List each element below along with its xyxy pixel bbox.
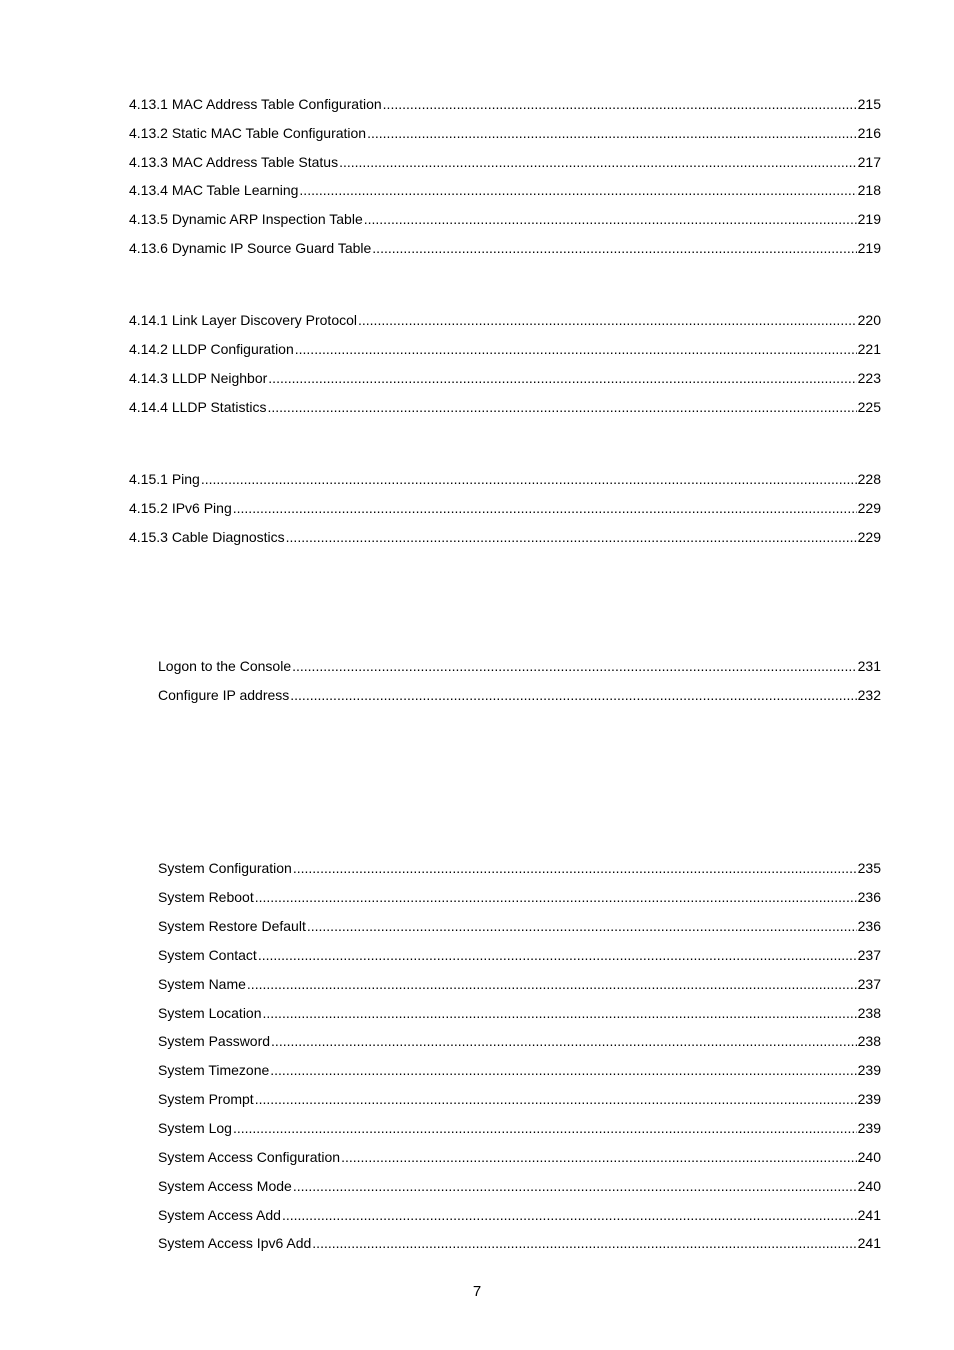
toc-entry-page: 241 [857, 1207, 881, 1223]
toc-leader [233, 1119, 857, 1137]
toc-entry[interactable] [158, 917, 881, 935]
toc-leader [247, 975, 857, 993]
toc-entry-title: 4.15.2 IPv6 Ping [129, 500, 232, 516]
toc-entry[interactable] [129, 470, 881, 488]
toc-leader [255, 888, 857, 906]
toc-leader [295, 340, 857, 358]
toc-entry-title: Configure IP address [158, 687, 290, 703]
toc-leader [339, 153, 857, 171]
toc-leader [270, 1061, 856, 1079]
toc-entry-page: 215 [857, 96, 881, 112]
toc-entry[interactable] [129, 340, 881, 358]
toc-entry[interactable] [129, 369, 881, 387]
toc-leader [268, 369, 856, 387]
toc-entry-title: System Reboot [158, 889, 254, 905]
toc-entry[interactable] [158, 1234, 881, 1252]
toc-entry-title: 4.13.4 MAC Table Learning [129, 182, 299, 198]
toc-entry-title: System Name [158, 976, 246, 992]
toc-entry-page: 231 [857, 658, 881, 674]
toc-leader [372, 239, 856, 257]
toc-entry-title: System Access Ipv6 Add [158, 1235, 312, 1251]
toc-entry-title: 4.13.3 MAC Address Table Status [129, 154, 339, 170]
toc-entry[interactable] [129, 528, 881, 546]
toc-leader [367, 124, 857, 142]
toc-leader [364, 210, 857, 228]
page-number: 7 [472, 1283, 482, 1300]
toc-entry-page: 221 [857, 341, 881, 357]
toc-entry-page: 236 [857, 889, 881, 905]
toc-entry-page: 220 [857, 312, 881, 328]
toc-leader [267, 398, 856, 416]
toc-entry[interactable] [129, 210, 881, 228]
toc-entry-title: System Password [158, 1033, 271, 1049]
toc-entry-title: 4.13.1 MAC Address Table Configuration [129, 96, 382, 112]
toc-entry-title: System Contact [158, 947, 257, 963]
toc-entry[interactable] [129, 181, 881, 199]
toc-entry-page: 239 [857, 1091, 881, 1107]
toc-entry-title: System Log [158, 1120, 232, 1136]
toc-entry[interactable] [158, 657, 881, 675]
toc-entry-page: 219 [857, 211, 881, 227]
toc-leader [271, 1032, 857, 1050]
toc-entry-title: System Prompt [158, 1091, 254, 1107]
toc-entry-title: 4.15.1 Ping [129, 471, 200, 487]
toc-entry-page: 216 [857, 125, 881, 141]
toc-entry-title: System Access Mode [158, 1178, 292, 1194]
toc-leader [299, 181, 856, 199]
toc-entry-page: 237 [857, 976, 881, 992]
toc-leader [286, 528, 857, 546]
toc-entry-title: 4.15.3 Cable Diagnostics [129, 529, 285, 545]
toc-entry-title: Logon to the Console [158, 658, 292, 674]
toc-leader [293, 859, 857, 877]
toc-leader [307, 917, 857, 935]
toc-entry[interactable] [158, 1032, 881, 1050]
toc-entry-title: 4.14.2 LLDP Configuration [129, 341, 294, 357]
toc-entry[interactable] [158, 946, 881, 964]
toc-entry-title: System Location [158, 1005, 262, 1021]
toc-leader [312, 1234, 856, 1252]
toc-entry-title: System Access Configuration [158, 1149, 341, 1165]
toc-leader [258, 946, 857, 964]
toc-entry[interactable] [129, 153, 881, 171]
toc-entry-page: 225 [857, 399, 881, 415]
toc-entry-title: 4.13.6 Dynamic IP Source Guard Table [129, 240, 372, 256]
toc-entry-page: 240 [857, 1149, 881, 1165]
toc-entry-title: System Timezone [158, 1062, 270, 1078]
toc-entry-page: 228 [857, 471, 881, 487]
toc-entry[interactable] [129, 311, 881, 329]
toc-leader [263, 1004, 857, 1022]
toc-leader [293, 1177, 857, 1195]
toc-entry[interactable] [158, 859, 881, 877]
toc-entry[interactable] [158, 1090, 881, 1108]
toc-entry-page: 218 [857, 182, 881, 198]
toc-entry[interactable] [129, 239, 881, 257]
toc-entry-page: 241 [857, 1235, 881, 1251]
toc-leader [383, 95, 857, 113]
toc-entry[interactable] [129, 95, 881, 113]
toc-entry-title: System Restore Default [158, 918, 306, 934]
toc-entry[interactable] [129, 124, 881, 142]
toc-entry-page: 239 [857, 1120, 881, 1136]
toc-entry-page: 223 [857, 370, 881, 386]
toc-entry-title: 4.14.3 LLDP Neighbor [129, 370, 268, 386]
toc-entry-title: 4.14.4 LLDP Statistics [129, 399, 267, 415]
toc-entry-title: System Access Add [158, 1207, 281, 1223]
toc-entry-page: 239 [857, 1062, 881, 1078]
toc-entry[interactable] [129, 398, 881, 416]
toc-entry[interactable] [158, 1148, 881, 1166]
toc-entry-page: 219 [857, 240, 881, 256]
toc-leader [233, 499, 857, 517]
toc-entry[interactable] [158, 1119, 881, 1137]
toc-entry[interactable] [158, 1206, 881, 1224]
toc-entry-page: 236 [857, 918, 881, 934]
toc-entry-page: 235 [857, 860, 881, 876]
toc-entry[interactable] [158, 1177, 881, 1195]
toc-entry[interactable] [158, 686, 881, 704]
toc-entry-page: 238 [857, 1033, 881, 1049]
toc-entry-title: 4.14.1 Link Layer Discovery Protocol [129, 312, 357, 328]
toc-leader [341, 1148, 857, 1166]
toc-entry[interactable] [158, 1004, 881, 1022]
toc-entry-title: 4.13.5 Dynamic ARP Inspection Table [129, 211, 363, 227]
toc-entry-page: 238 [857, 1005, 881, 1021]
toc-entry[interactable] [129, 499, 881, 517]
toc-entry-page: 229 [857, 529, 881, 545]
toc-leader [292, 657, 857, 675]
toc-entry[interactable] [158, 1061, 881, 1079]
toc-entry[interactable] [158, 975, 881, 993]
toc-entry-page: 237 [857, 947, 881, 963]
toc-entry-title: 4.13.2 Static MAC Table Configuration [129, 125, 367, 141]
toc-leader [282, 1206, 857, 1224]
toc-entry-page: 229 [857, 500, 881, 516]
toc-entry[interactable] [158, 888, 881, 906]
toc-leader [290, 686, 856, 704]
toc-entry-page: 240 [857, 1178, 881, 1194]
toc-entry-page: 232 [857, 687, 881, 703]
toc-leader [255, 1090, 857, 1108]
toc-leader [201, 470, 857, 488]
toc-entry-title: System Configuration [158, 860, 292, 876]
toc-entry-page: 217 [857, 154, 881, 170]
toc-leader [358, 311, 857, 329]
